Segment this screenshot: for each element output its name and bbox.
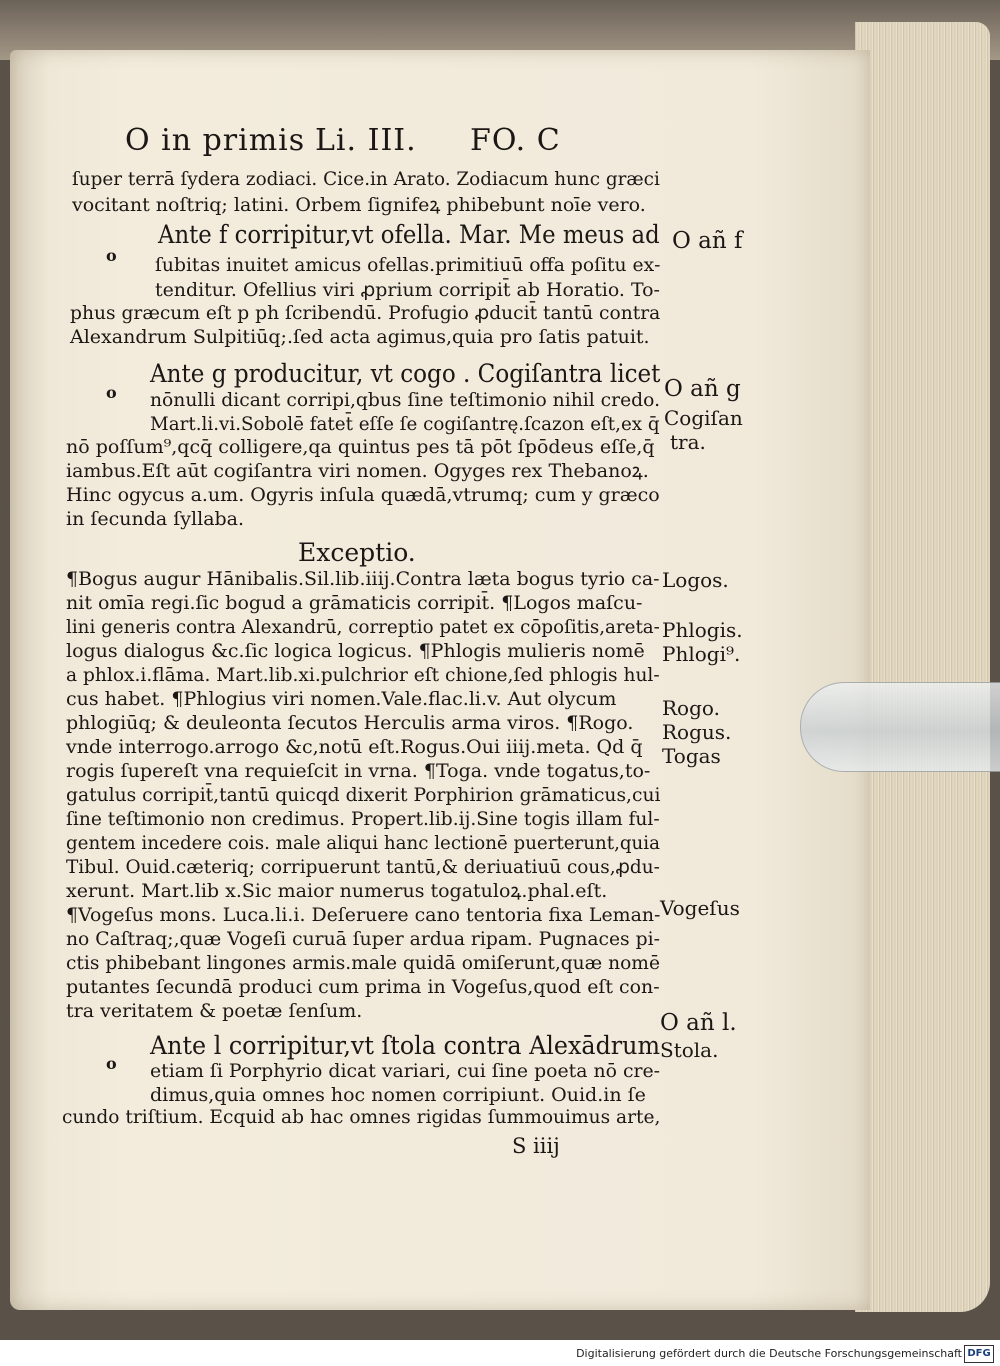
funding-credit: Digitalisierung gefördert durch die Deutsche Forschungsgemeinschaft	[576, 1347, 962, 1360]
text-line: in ſecunda ſyllaba.	[66, 508, 245, 530]
text-line: phus græcum eſt p ph ſcribendū. Profugio ꝓducit̄ tantū contra	[70, 302, 661, 324]
margin-note: Rogus.	[662, 720, 732, 744]
header-folio: FO. C	[470, 123, 561, 158]
text-line: ſubitas inuitet amicus ofellas.primitiuū offa poſitu ex‑	[155, 254, 661, 276]
page-holder-clip	[800, 682, 1000, 772]
paragraph-ornament: o	[106, 1054, 117, 1073]
text-line: tra veritatem & poetæ ſenſum.	[66, 1000, 363, 1022]
text-line: phlogiūq; & deuleonta ſecutos Herculis arma viros. ¶Rogo.	[66, 712, 634, 734]
margin-note: O añ g	[664, 376, 741, 402]
text-line: xerunt. Mart.lib x.Sic maior numerus togatuloꝝ.phal.eſt.	[66, 880, 608, 902]
text-line: etiam ſi Porphyrio dicat variari, cui ſine poeta nō cre‑	[150, 1060, 661, 1082]
section-heading-f: Ante f corripitur,vt ofella. Mar. Me meus ad	[158, 220, 660, 249]
exceptio-heading: Exceptio.	[298, 538, 416, 567]
text-line: iambus.Eſt aūt cogiſantra viri nomen. Ogyges rex Thebanoꝝ.	[66, 460, 649, 482]
digitization-footer	[0, 1340, 1000, 1366]
section-heading-l: Ante l corripitur,vt ſtola contra Alexādrum	[150, 1031, 661, 1060]
section-heading-g: Ante g producitur, vt cogo . Cogiſantra licet	[150, 359, 661, 388]
text-line: gentem incedere cois. male aliqui hanc lectionē puerterunt,quia	[66, 832, 660, 854]
margin-note: Cogiſan	[664, 406, 743, 430]
text-line: logus dialogus &c.ſic logica logicus. ¶Phlogis mulieris nomē	[66, 640, 645, 662]
margin-note: Vogeſus	[660, 896, 740, 920]
text-line: tenditur. Ofellius viri ꝓprium corripit̄ ab Horatio. To‑	[155, 279, 660, 301]
text-line: gatulus corripit̄,tantū quicqd dixerit Porphirion grāmaticus,cui	[66, 784, 661, 806]
text-line: vnde interrogo.arrogo &c,notū eſt.Rogus.Oui iiij.meta. Qd q̄	[66, 736, 643, 758]
margin-note: Rogo.	[662, 696, 720, 720]
text-line: lini generis contra Alexandrū, correptio patet ex cōpoſitis,areta‑	[66, 616, 660, 638]
dfg-logo: DFG	[964, 1345, 994, 1363]
text-line: dimus,quia omnes hoc nomen corripiunt. Ouid.in ſe	[150, 1084, 646, 1106]
text-line: ſuper terrā ſydera zodiaci. Cice.in Arato. Zodiacum hunc græci	[72, 168, 660, 190]
margin-note: O añ f	[672, 228, 743, 254]
text-line: no Caſtraq;,quæ Vogeſi curuā ſuper ardua ripam. Pugnaces pi‑	[66, 928, 660, 950]
margin-note: Togas	[662, 744, 721, 768]
text-line: rogis ſupereſt vna requieſcit in vrna. ¶Toga. vnde togatus,to‑	[66, 760, 651, 782]
margin-note: Stola.	[660, 1038, 719, 1062]
text-line: nōnulli dicant corripi,qbus ſine teſtimonio nihil credo.	[150, 389, 661, 411]
text-line: Alexandrum Sulpitiūq;.ſed acta agimus,quia pro ſatis patuit.	[70, 326, 650, 348]
signature-mark: S iiij	[512, 1134, 560, 1158]
text-line: Hinc ogycus a.um. Ogyris inſula quædā,vtrumq; cum y græco	[66, 484, 660, 506]
text-line: Tibul. Ouid.cæteriq; corripuerunt tantū,& deriuatiuū cous,ꝓdu‑	[66, 856, 660, 878]
text-line: Mart.li.vi.Sobolē fatet̄ eſſe ſe cogiſantrę.ſcazon eſt,ex q̄	[150, 413, 660, 435]
margin-note: tra.	[670, 430, 706, 454]
margin-note: Logos.	[662, 568, 729, 592]
text-line: cus habet. ¶Phlogius viri nomen.Vale.flac.li.v. Aut olycum	[66, 688, 617, 710]
text-line: cundo triſtium. Ecquid ab hac omnes rigidas ſummouimus arte,	[62, 1106, 661, 1128]
header-left: O in primis	[125, 123, 306, 158]
text-line: ctis phibebant lingones armis.male quidā omiſerunt,quæ nomē	[66, 952, 660, 974]
text-line: putantes ſecundā produci cum prima in Vogeſus,quod eſt con‑	[66, 976, 660, 998]
text-line: nit omīa regi.ſic bogud a grāmaticis corripit̄. ¶Logos maſcu‑	[66, 592, 643, 614]
text-line: vocitant noſtriq; latini. Orbem ſignifeꝝ phibebunt noīe vero.	[72, 194, 646, 216]
text-line: ¶Vogeſus mons. Luca.li.i. Deſeruere cano tentoria fixa Leman‑	[66, 904, 661, 926]
margin-note: O añ l.	[660, 1010, 737, 1036]
header-book: Li. III.	[315, 123, 417, 158]
margin-note: Phlogis.	[662, 618, 743, 642]
text-line: a phlox.i.flāma. Mart.lib.xi.pulchrior eſt chione,ſed phlogis hul‑	[66, 664, 660, 686]
book-page-edges	[855, 22, 990, 1312]
text-line: ¶Bogus augur Hānibalis.Sil.lib.iiij.Contra læta bogus tyrio ca‑	[66, 568, 660, 590]
text-line: nō poſſum⁹,qcq̄ colligere,qa quintus pes tā pōt ſpōdeus eſſe,q̄	[66, 436, 655, 458]
margin-note: Phlogi⁹.	[662, 642, 741, 666]
paragraph-ornament: o	[106, 246, 117, 265]
text-line: ſine teſtimonio non credimus. Propert.lib.ij.Sine togis illam ful‑	[66, 808, 660, 830]
paragraph-ornament: o	[106, 383, 117, 402]
